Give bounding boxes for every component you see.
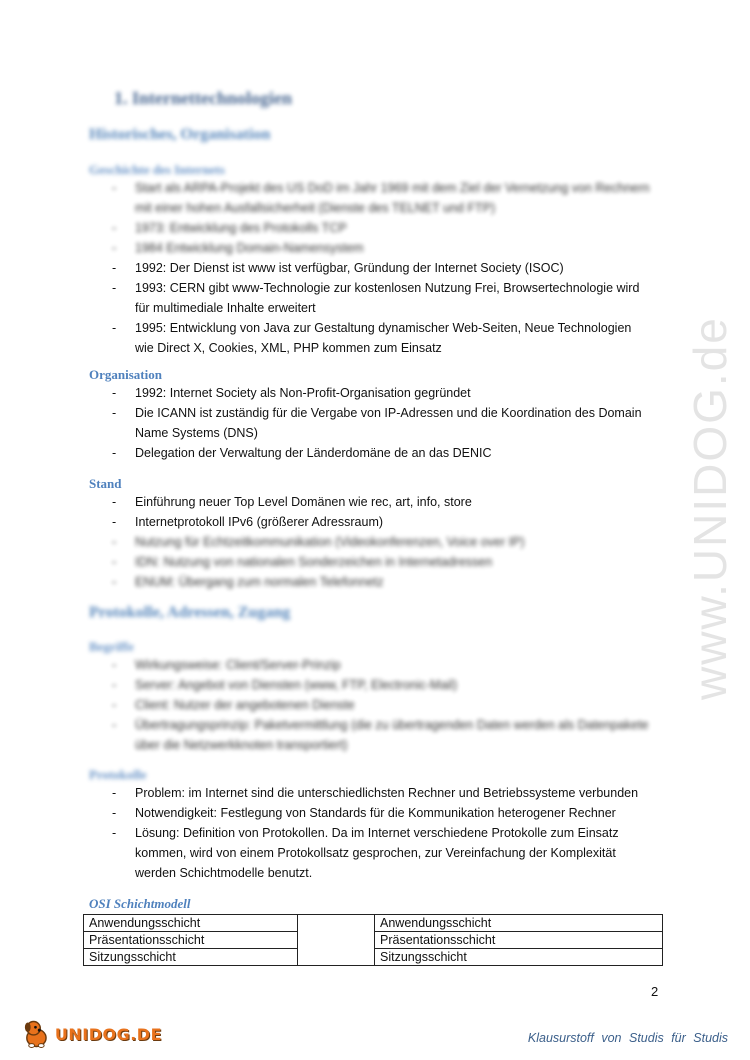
- subheading-geschichte: Geschichte des Internets: [89, 162, 225, 177]
- list-item: - 1992: Der Dienst ist www ist verfügbar, Gründung der Internet Society (ISOC): [112, 258, 652, 278]
- logo-text: UNIDOG.DE: [54, 1024, 162, 1044]
- list-item: - 1984 Entwicklung Domain-Namensystem: [112, 238, 652, 258]
- list-item: - Wirkungsweise: Client/Server-Prinzip: [112, 655, 652, 675]
- list-begriffe: [112, 655, 652, 755]
- page-number: 2: [651, 984, 659, 999]
- list-item: - Notwendigkeit: Festlegung von Standards für die Kommunikation heterogener Rechner: [112, 803, 652, 823]
- table-cell: Sitzungsschicht: [375, 949, 663, 966]
- table-row: [84, 915, 663, 932]
- list-item: - Nutzung für Echtzeitkommunikation (Videokonferenzen, Voice over IP): [112, 532, 652, 552]
- table-cell: Präsentationsschicht: [84, 932, 298, 949]
- list-item: - Server: Angebot von Diensten (www, FTP, Electronic-Mail): [112, 675, 652, 695]
- list-geschichte: [112, 178, 652, 358]
- list-item: - Internetprotokoll IPv6 (größerer Adressraum): [112, 512, 652, 532]
- list-item: - 1993: CERN gibt www-Technologie zur kostenlosen Nutzung Frei, Browsertechnologie wird für multimediale Inhalte erweitert: [112, 278, 652, 318]
- section-heading-historisches: Historisches, Organisation: [89, 126, 271, 143]
- list-item: - Die ICANN ist zuständig für die Vergabe von IP-Adressen und die Koordination des Domain Name Systems (DNS): [112, 403, 652, 443]
- dog-icon: [22, 1018, 51, 1050]
- list-item: - Start als ARPA-Projekt des US DoD im Jahr 1969 mit dem Ziel der Vernetzung von Rechnern mit einer hohen Ausfallsicherheit (Dienste des TELNET und FTP): [112, 178, 652, 218]
- list-item: - Übertragungsprinzip: Paketvermittlung (die zu übertragenden Daten werden als Datenpakete über die Netzwerkknoten transportiert): [112, 715, 652, 755]
- footer-tagline: Klausurstoff von Studis für Studis: [527, 1031, 728, 1045]
- page-title: 1. Internettechnologien: [114, 88, 292, 108]
- list-item: - Client: Nutzer der angebotenen Dienste: [112, 695, 652, 715]
- section-heading-protokolle: Protokolle, Adressen, Zugang: [89, 604, 291, 621]
- table-cell-empty: [298, 915, 375, 966]
- list-item: - Lösung: Definition von Protokollen. Da im Internet verschiedene Protokolle zum Einsatz kommen, wird von einem Protokollsatz gesprochen, zur Vereinfachung der Komplexität werden Schichtmodelle benutzt.: [112, 823, 652, 883]
- list-protokolle: [112, 783, 652, 883]
- table-cell: Präsentationsschicht: [375, 932, 663, 949]
- table-cell: Anwendungsschicht: [84, 915, 298, 932]
- list-item: - IDN: Nutzung von nationalen Sonderzeichen in Internetadressen: [112, 552, 652, 572]
- subheading-begriffe: Begriffe: [89, 639, 134, 654]
- osi-heading: OSI Schichtmodell: [89, 896, 191, 911]
- list-item: - 1995: Entwicklung von Java zur Gestaltung dynamischer Web-Seiten, Neue Technologien wie Direct X, Cookies, XML, PHP kommen zum Einsatz: [112, 318, 652, 358]
- list-item: - 1973: Entwicklung des Protokolls TCP: [112, 218, 652, 238]
- list-item: - ENUM: Übergang zum normalen Telefonnetz: [112, 572, 652, 592]
- list-item: - 1992: Internet Society als Non-Profit-Organisation gegründet: [112, 383, 652, 403]
- osi-table: [83, 914, 663, 966]
- subheading-stand: Stand: [89, 476, 122, 491]
- table-cell: Sitzungsschicht: [84, 949, 298, 966]
- subheading-organisation: Organisation: [89, 367, 162, 382]
- table-cell: Anwendungsschicht: [375, 915, 663, 932]
- list-item: - Einführung neuer Top Level Domänen wie rec, art, info, store: [112, 492, 652, 512]
- list-item: - Delegation der Verwaltung der Länderdomäne de an das DENIC: [112, 443, 652, 463]
- subheading-protokolle: Protokolle: [89, 767, 147, 782]
- list-stand: [112, 492, 652, 592]
- unidog-logo: [22, 1016, 162, 1052]
- list-item: - Problem: im Internet sind die unterschiedlichsten Rechner und Betriebssysteme verbunden: [112, 783, 652, 803]
- watermark: www.UNIDOG.de: [684, 316, 736, 700]
- list-organisation: [112, 383, 652, 463]
